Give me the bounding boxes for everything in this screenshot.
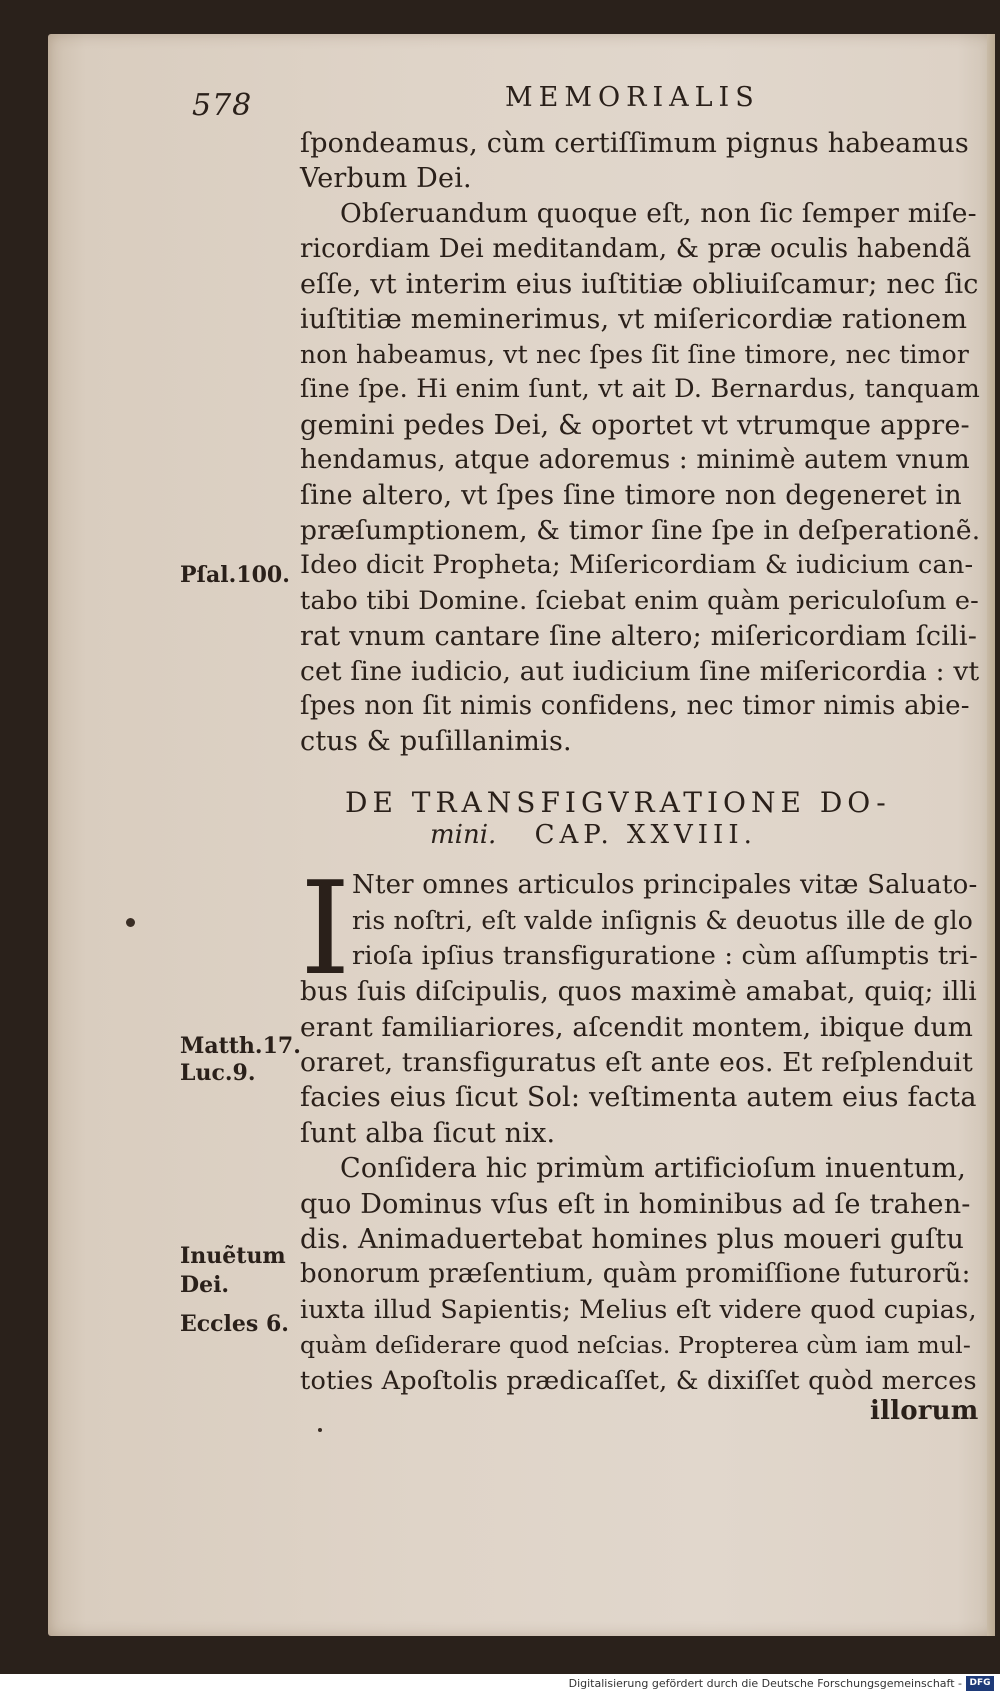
- running-head: MEMORIALIS: [505, 82, 760, 113]
- text-line: eſſe, vt interim eius iuſtitiæ obliuiſcamur; nec ſic: [300, 268, 979, 300]
- text-line: quo Dominus vſus eſt in hominibus ad ſe trahen-: [300, 1188, 971, 1220]
- marginal-note-matthew: Matth.17.: [180, 1033, 301, 1059]
- text-line: iuxta illud Sapientis; Melius eſt videre quod cupias,: [300, 1294, 977, 1325]
- footer-credit: Digitalisierung gefördert durch die Deutsche Forschungsgemeinschaft -: [568, 1677, 962, 1690]
- text-line: tabo tibi Domine. ſciebat enim quàm periculoſum e-: [300, 585, 979, 616]
- text-line: cet ſine iudicio, aut iudicium ſine miſericordia : vt: [300, 656, 980, 687]
- text-line: rioſa ipſius transfiguratione : cùm aſſumptis tri-: [352, 940, 978, 971]
- text-line: Ideo dicit Propheta; Miſericordiam & iudicium can-: [300, 550, 974, 581]
- text-line: Obſeruandum quoque eſt, non ſic ſemper miſe-: [340, 198, 977, 230]
- text-line: ſpondeamus, cùm certiſſimum pignus habeamus: [300, 128, 969, 159]
- text-line: facies eius ſicut Sol: veſtimenta autem eius facta: [300, 1082, 977, 1114]
- ink-speck: [318, 1428, 322, 1432]
- marginal-note-psalm: Pſal.100.: [180, 562, 290, 588]
- text-line: dis. Animaduertebat homines plus moueri guſtu: [300, 1224, 965, 1255]
- chapter-title: DE TRANSFIGVRATIONE DO-: [345, 786, 891, 819]
- text-line: bonorum præſentium, quàm promiſſione futurorũ:: [300, 1259, 971, 1290]
- chapter-number: CAP. XXVIII.: [534, 820, 757, 850]
- text-line: hendamus, atque adoremus : minimè autem vnum: [300, 444, 970, 475]
- text-line: ſunt alba ſicut nix.: [300, 1117, 556, 1149]
- text-line: ricordiam Dei meditandam, & præ oculis habendã: [300, 233, 972, 264]
- text-line: ctus & puſillanimis.: [300, 726, 572, 758]
- page-edge: [987, 34, 995, 1636]
- chapter-subtitle-italic: mini.: [430, 820, 497, 850]
- text-line: ſine ſpe. Hi enim ſunt, vt ait D. Bernardus, tanquam: [300, 374, 980, 405]
- text-line: Conſidera hic primùm artificioſum inuentum,: [340, 1153, 967, 1185]
- text-line: quàm deſiderare quod neſcias. Propterea cùm iam mul-: [300, 1331, 971, 1360]
- text-line: ſine altero, vt ſpes ſine timore non degeneret in: [300, 480, 962, 511]
- text-line: rat vnum cantare ſine altero; miſericordiam ſcili-: [300, 620, 978, 652]
- drop-cap-initial: I: [300, 855, 351, 1004]
- text-line: oraret, transfiguratus eſt ante eos. Et reſplenduit: [300, 1047, 973, 1078]
- ink-speck: [126, 918, 135, 927]
- text-line: ris noſtri, eſt valde inſignis & deuotus ille de glo: [352, 906, 974, 936]
- text-line: bus ſuis diſcipulis, quos maximè amabat, quiq; illi: [300, 976, 977, 1008]
- marginal-note-inuentum: Inuẽtum: [180, 1243, 286, 1269]
- text-line: toties Apoſtolis prædicaſſet, & dixiſſet quòd merces: [300, 1365, 977, 1396]
- text-line: non habeamus, vt nec ſpes ſit ſine timore, nec timor: [300, 340, 969, 370]
- dfg-logo: DFG: [966, 1676, 994, 1691]
- page-number: 578: [192, 88, 253, 123]
- text-line: gemini pedes Dei, & oportet vt vtrumque appre-: [300, 409, 970, 441]
- catchword: illorum: [870, 1396, 979, 1426]
- text-line: iuſtitiæ meminerimus, vt miſericordiæ rationem: [300, 304, 968, 335]
- text-line: Nter omnes articulos principales vitæ Saluato-: [352, 870, 978, 900]
- text-line: præſumptionem, & timor ſine ſpe in deſperationẽ.: [300, 515, 981, 547]
- marginal-note-ecclesiastes: Eccles 6.: [180, 1311, 289, 1337]
- chapter-subtitle: [430, 820, 757, 850]
- text-line: Verbum Dei.: [300, 163, 472, 195]
- text-line: erant familiariores, aſcendit montem, ibique dum: [300, 1011, 974, 1043]
- marginal-note-luke: Luc.9.: [180, 1060, 256, 1086]
- marginal-note-dei: Dei.: [180, 1272, 230, 1298]
- text-line: ſpes non ſit nimis confidens, nec timor nimis abie-: [300, 691, 970, 722]
